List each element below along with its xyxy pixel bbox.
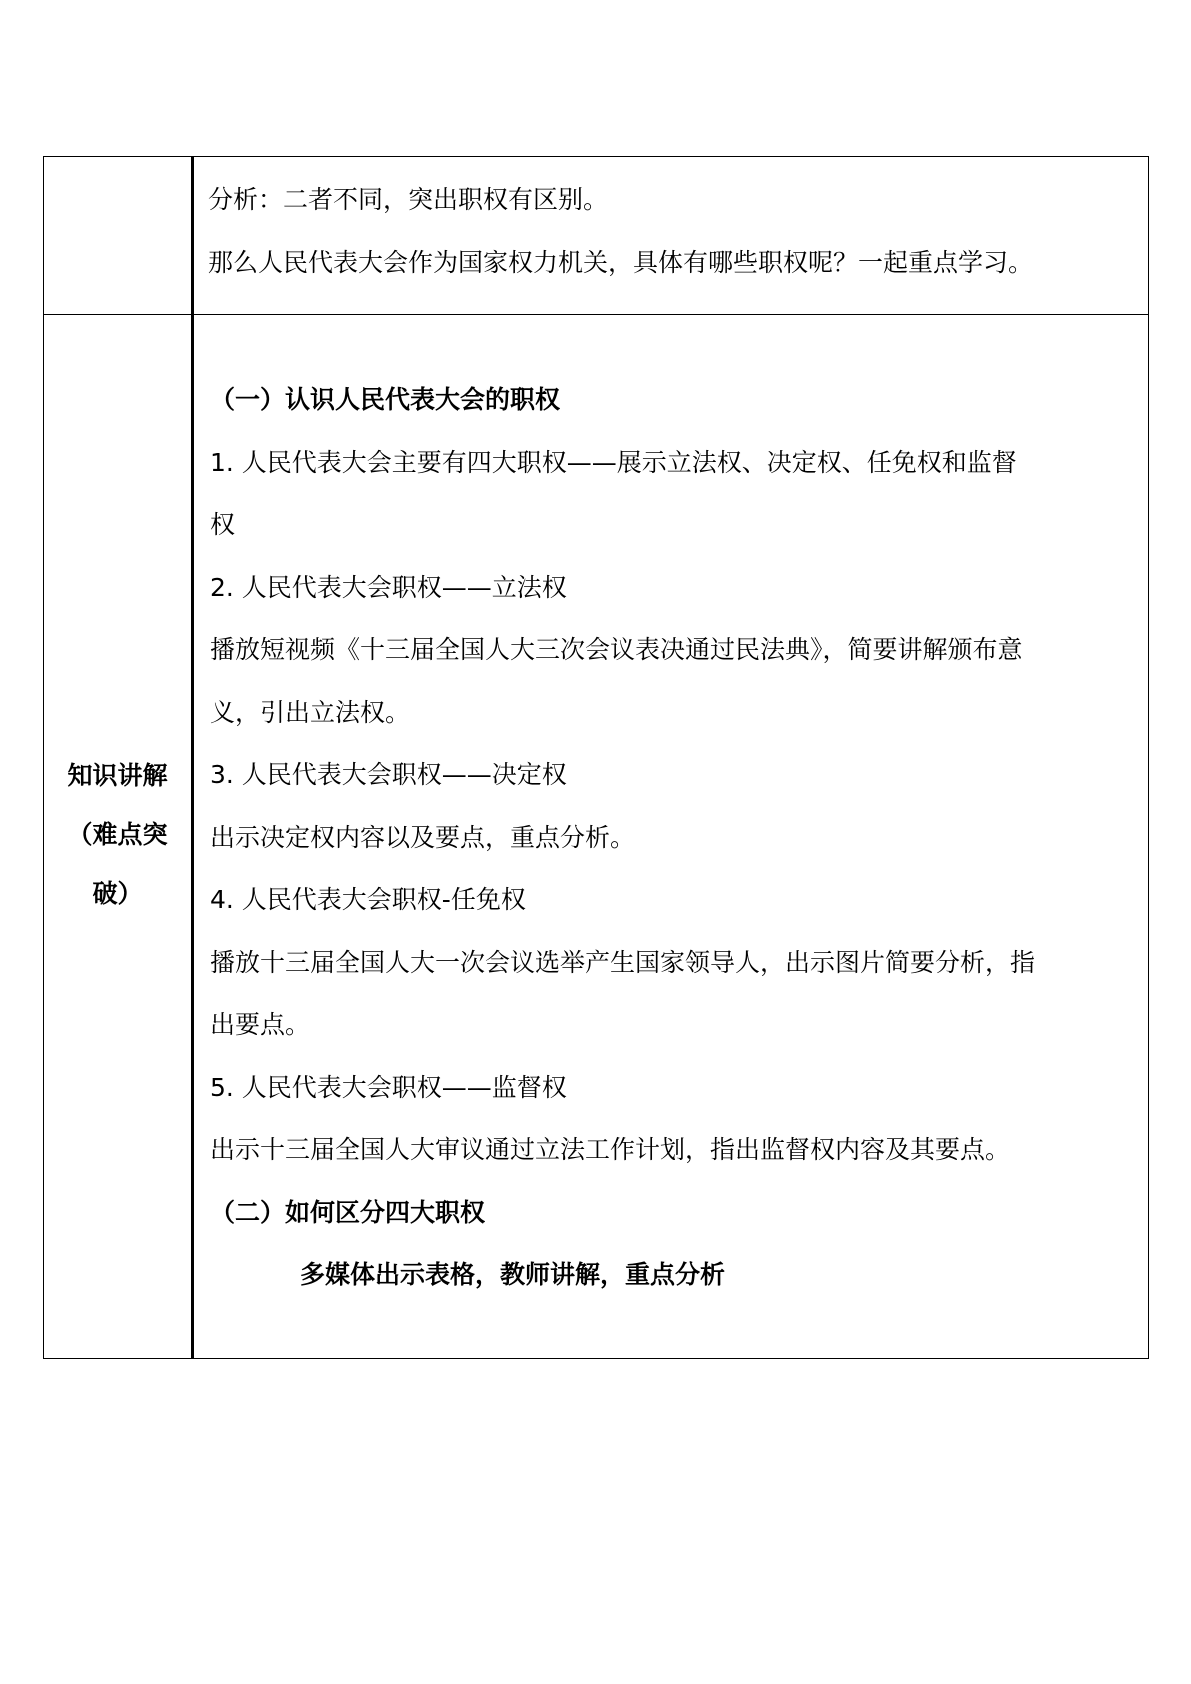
paragraph-text: 出示决定权内容以及要点，重点分析。 <box>210 822 636 852</box>
row-label-line: 知识讲解 <box>67 761 168 790</box>
section-title: （二）如何区分四大职权 <box>210 1197 486 1227</box>
list-item: 1. 人民代表大会主要有四大职权——展示立法权、决定权、任免权和监督 <box>210 447 1017 477</box>
row-content-cell <box>193 315 1149 1359</box>
paragraph-text: 出示十三届全国人大审议通过立法工作计划，指出监督权内容及其要点。 <box>210 1135 1011 1164</box>
list-item: 4. 人民代表大会职权-任免权 <box>210 885 526 914</box>
list-item-continuation: 权 <box>210 510 236 539</box>
row-label-line: 破） <box>92 879 143 908</box>
row-content-cell <box>193 157 1149 315</box>
row-label-line: （难点突 <box>67 820 168 849</box>
row-label-cell-empty <box>44 157 193 315</box>
paragraph-text: 义，引出立法权。 <box>210 697 411 727</box>
paragraph-text: 出要点。 <box>210 1010 311 1039</box>
paragraph-text: 多媒体出示表格，教师讲解，重点分析 <box>300 1260 726 1289</box>
table-row <box>44 315 1149 1359</box>
list-item: 2. 人民代表大会职权——立法权 <box>210 572 567 602</box>
lesson-plan-table <box>43 156 1149 1359</box>
analysis-text: 分析：二者不同，突出职权有区别。 <box>208 185 609 214</box>
paragraph-text: 播放短视频《十三届全国人大三次会议表决通过民法典》，简要讲解颁布意 <box>210 635 1023 664</box>
row-label <box>43 746 192 923</box>
list-item: 5. 人民代表大会职权——监督权 <box>210 1072 567 1102</box>
table-row <box>44 157 1149 315</box>
paragraph-text: 播放十三届全国人大一次会议选举产生国家领导人，出示图片简要分析，指 <box>210 947 1036 977</box>
list-item: 3. 人民代表大会职权——决定权 <box>210 760 567 789</box>
transition-question: 那么人民代表大会作为国家权力机关，具体有哪些职权呢？一起重点学习。 <box>208 247 1034 277</box>
section-title: （一）认识人民代表大会的职权 <box>210 385 561 414</box>
